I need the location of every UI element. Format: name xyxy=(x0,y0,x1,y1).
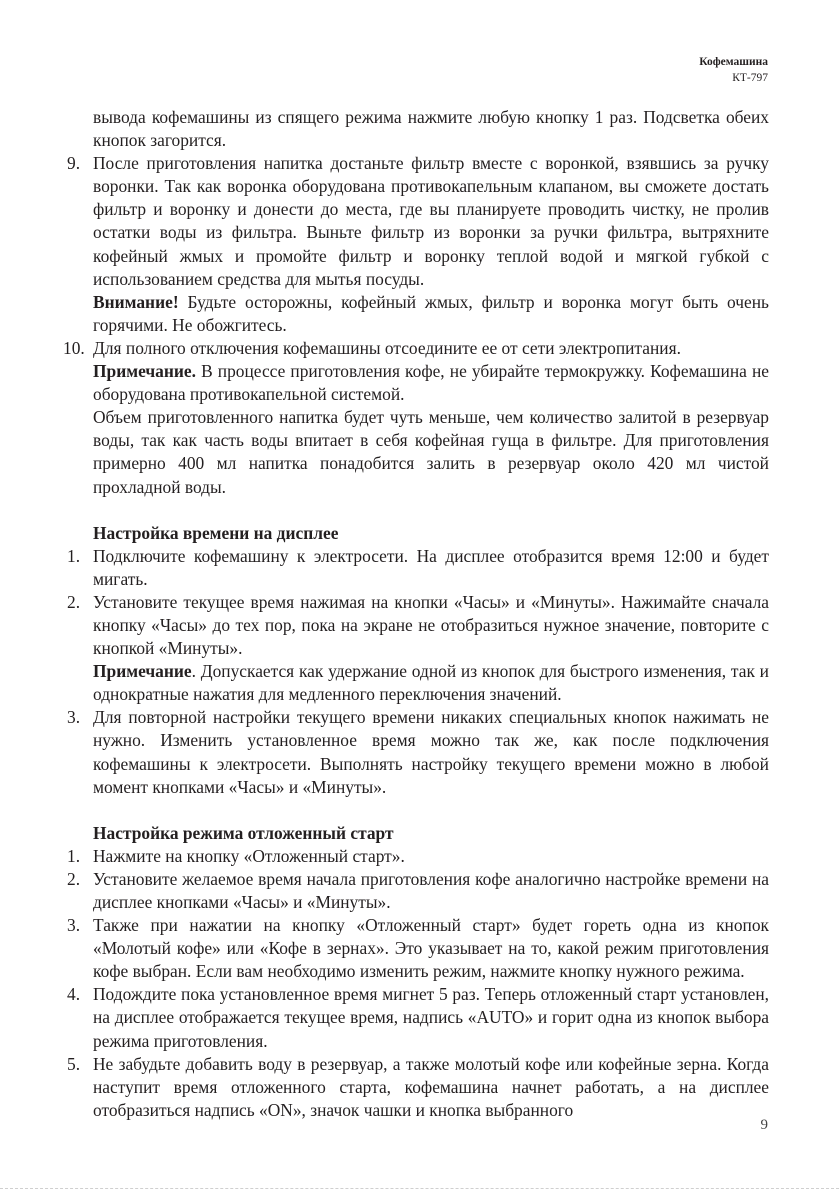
warning-label: Внимание! xyxy=(93,291,179,312)
item-text: Подождите пока установленное время мигнет 5 раз. Теперь отложенный старт установлен, на дисплее отображается текущее время, надпись «AUTO» и горит одна из кнопок выбора режима приготовления. xyxy=(93,984,769,1051)
item-number: 4. xyxy=(67,984,81,1005)
item-number: 3. xyxy=(67,707,81,728)
note-text: В процессе приготовления кофе, не убирайте термокружку. Кофемашина не оборудована противокапельной системой. xyxy=(93,361,769,405)
list-item xyxy=(67,983,769,1052)
warning-paragraph xyxy=(93,291,769,337)
note-label: Примечание. xyxy=(93,361,196,382)
item-text: Подключите кофемашину к электросети. На дисплее отобразится время 12:00 и будет мигать. xyxy=(93,545,769,589)
page-content xyxy=(63,106,769,1122)
item-number: 1. xyxy=(67,545,81,566)
note-paragraph xyxy=(93,360,769,406)
list-item xyxy=(67,1053,769,1122)
item-text: Не забудьте добавить воду в резервуар, а также молотый кофе или кофейные зерна. Когда наступит время отложенного старта, кофемашина начнет работать, а на дисплее отобразиться надпись «ON», значок чашки и кнопка выбранного xyxy=(93,1053,769,1120)
header-brand: Кофемашина xyxy=(699,56,768,68)
list-item xyxy=(67,914,769,983)
page-number: 9 xyxy=(760,1117,768,1133)
list-item-9 xyxy=(67,152,769,337)
list-item xyxy=(67,868,769,914)
intro-paragraph: вывода кофемашины из спящего режима нажмите любую кнопку 1 раз. Подсветка обеих кнопок загорится. xyxy=(93,107,769,151)
item-text: Нажмите на кнопку «Отложенный старт». xyxy=(93,845,405,866)
note-label: Примечание xyxy=(93,661,192,682)
item-number: 5. xyxy=(67,1053,81,1074)
warning-text: Будьте осторожны, кофейный жмых, фильтр и воронка могут быть очень горячими. Не обожгитесь. xyxy=(93,291,769,335)
item-text: Также при нажатии на кнопку «Отложенный старт» будет гореть одна из кнопок «Молотый кофе» или «Кофе в зернах». Это указывает на то, какой режим приготовления кофе выбран. Если вам необходимо изменить режим, нажмите кнопку нужного режима. xyxy=(93,915,769,982)
item-number: 9. xyxy=(67,153,81,174)
item-number: 1. xyxy=(67,845,81,866)
note-text: . Допускается как удержание одной из кнопок для быстрого изменения, так и однократные нажатия для медленного переключения значений. xyxy=(93,661,769,705)
list-item xyxy=(67,591,769,706)
item-number: 2. xyxy=(67,591,81,612)
item-text: Для повторной настройки текущего времени никаких специальных кнопок нажимать не нужно. Изменить установленное время можно так же, как после подключения кофемашины к электросети. Выполнять настройку текущего времени можно в любой момент кнопками «Часы» и «Минуты». xyxy=(93,707,769,797)
list-item xyxy=(67,545,769,591)
item-text: Для полного отключения кофемашины отсоедините ее от сети электропитания. xyxy=(93,337,681,358)
item-text: После приготовления напитка достаньте фильтр вместе с воронкой, взявшись за ручку воронки. Так как воронка оборудована противокапельным клапаном, вы сможете достать фильтр и воронку и донести до места, где вы планируете проводить чистку, не пролив остатки воды из фильтра. Выньте фильтр из воронки за ручки фильтра, вытряхните кофейный жмых и промойте фильтр и воронку теплой водой и мягкой губкой с использованием средства для мытья посуды. xyxy=(93,153,769,289)
page-header xyxy=(699,54,768,86)
list-item xyxy=(67,845,769,868)
extra-paragraph: Объем приготовленного напитка будет чуть меньше, чем количество залитой в резервуар воды, так как часть воды впитает в себя кофейная гуща в фильтре. Для приготовления примерно 400 мл напитка понадобится залить в резервуар около 420 мл чистой прохладной воды. xyxy=(93,407,769,497)
item-text: Установите текущее время нажимая на кнопки «Часы» и «Минуты». Нажимайте сначала кнопку «Часы» до тех пор, пока на экране не отобразиться нужное значение, повторите с кнопкой «Минуты». xyxy=(93,591,769,659)
list-item xyxy=(67,706,769,798)
section-title-time: Настройка времени на дисплее xyxy=(93,522,339,543)
page-bottom-edge xyxy=(0,1188,839,1189)
item-number: 10. xyxy=(63,337,85,358)
note-paragraph xyxy=(93,660,769,706)
header-model: КТ-797 xyxy=(732,72,768,84)
item-text: Установите желаемое время начала приготовления кофе аналогично настройке времени на дисплее кнопками «Часы» и «Минуты». xyxy=(93,868,769,912)
section-title-delayed-start: Настройка режима отложенный старт xyxy=(93,822,394,843)
item-number: 3. xyxy=(67,915,81,936)
list-item-10 xyxy=(63,337,769,499)
item-number: 2. xyxy=(67,868,81,889)
